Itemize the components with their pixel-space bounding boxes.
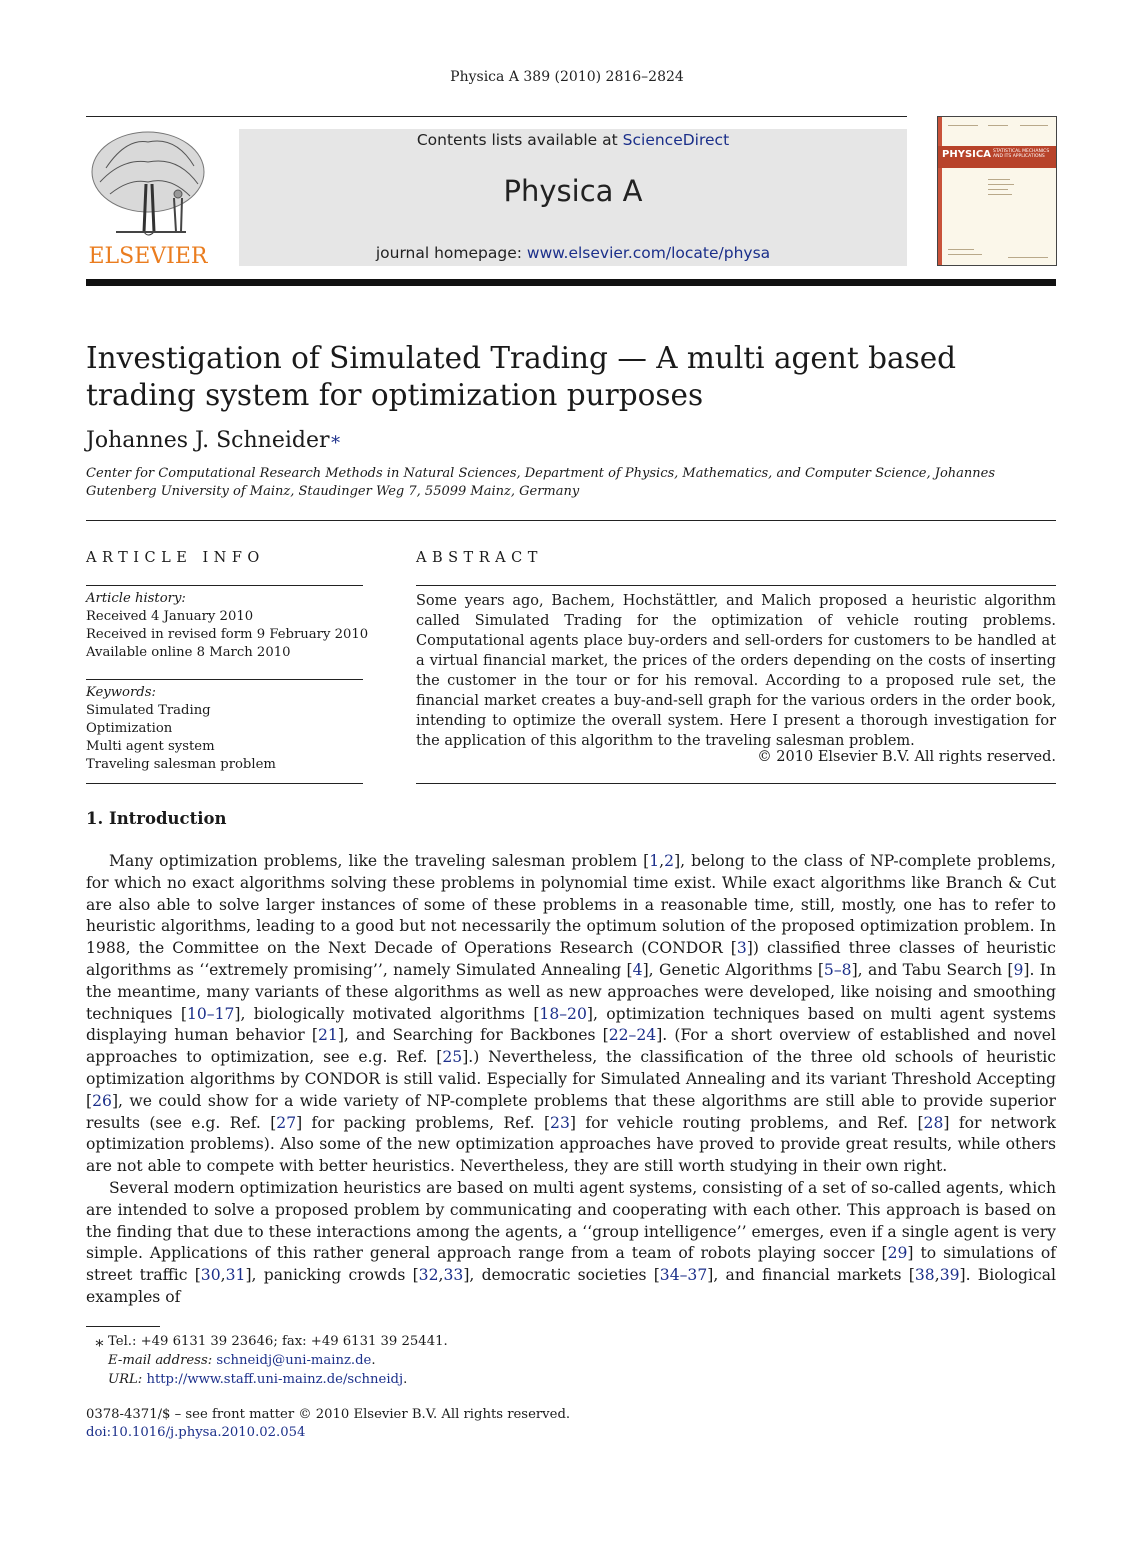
author-line — [86, 428, 342, 453]
homepage-link[interactable]: www.elsevier.com/locate/physa — [526, 244, 771, 262]
section-title-introduction: 1. Introduction — [86, 809, 227, 828]
cover-line — [988, 194, 1012, 195]
citation-link[interactable]: 3 — [736, 939, 747, 958]
abstract-copyright: © 2010 Elsevier B.V. All rights reserved. — [757, 749, 1056, 765]
front-matter — [86, 1406, 570, 1442]
cover-stripe — [938, 117, 942, 265]
article-info-rule — [86, 585, 363, 586]
footnote-email-line: E-mail address: schneidj@uni-mainz.de. — [108, 1353, 376, 1368]
citation-link[interactable]: 34–37 — [659, 1266, 708, 1285]
history-label: Article history: — [86, 591, 186, 606]
citation-link[interactable]: 26 — [92, 1091, 112, 1110]
publisher-logo[interactable] — [86, 128, 210, 268]
keyword: Optimization — [86, 721, 173, 736]
affiliation: Center for Computational Research Methods in Natural Sciences, Department of Physics, Mathematics, and Computer Science, Johannes Gutenberg University of Mainz, Staudinger Weg 7, 55099 Mainz, Germany — [86, 466, 996, 499]
history-received: Received 4 January 2010 — [86, 609, 254, 624]
footnote-url-line: URL: http://www.staff.uni-mainz.de/schneidj. — [108, 1372, 408, 1387]
keywords-rule — [86, 679, 363, 680]
elsevier-wordmark: ELSEVIER — [88, 244, 208, 269]
cover-line — [988, 184, 1014, 185]
citation-link[interactable]: 32 — [418, 1266, 439, 1285]
citation-link[interactable]: 23 — [550, 1113, 570, 1132]
cover-line — [1008, 257, 1048, 258]
citation-link[interactable]: 18–20 — [539, 1004, 587, 1023]
cover-line — [948, 125, 978, 126]
keywords-bottom-rule — [86, 783, 363, 784]
cover-subtitle: STATISTICAL MECHANICS AND ITS APPLICATIONS — [993, 149, 1050, 159]
keywords-label: Keywords: — [86, 685, 156, 700]
journal-homepage — [239, 244, 907, 262]
citation-link[interactable]: 22–24 — [608, 1026, 657, 1045]
keyword: Simulated Trading — [86, 703, 211, 718]
email-label: E-mail address: — [108, 1353, 213, 1368]
citation-link[interactable]: 28 — [923, 1113, 944, 1132]
url-label: URL: — [108, 1372, 143, 1387]
cover-line — [1020, 125, 1048, 126]
sciencedirect-link[interactable]: ScienceDirect — [622, 131, 730, 149]
article-title: Investigation of Simulated Trading — A multi agent based trading system for optimization purposes — [86, 341, 957, 412]
citation-link[interactable]: 5–8 — [823, 960, 852, 979]
contents-line — [239, 131, 907, 149]
journal-name: Physica A — [503, 174, 643, 208]
citation-link[interactable]: 31 — [225, 1266, 246, 1285]
masthead-divider — [86, 279, 1056, 286]
author-footnote — [86, 1332, 448, 1389]
elsevier-tree-icon — [86, 128, 210, 244]
cover-line — [948, 254, 982, 255]
citation-link[interactable]: 9 — [1013, 960, 1024, 979]
header-rule — [86, 116, 907, 117]
cover-line — [988, 125, 1008, 126]
abstract-rule — [416, 585, 1056, 586]
footnote-mark: ∗ — [94, 1333, 105, 1352]
cover-line — [988, 189, 1008, 190]
citation-link[interactable]: 27 — [276, 1113, 297, 1132]
citation-link[interactable]: 29 — [887, 1244, 908, 1263]
keywords-block — [86, 684, 276, 774]
citation-link[interactable]: 2 — [664, 852, 675, 870]
keyword: Traveling salesman problem — [86, 757, 276, 772]
keyword: Multi agent system — [86, 739, 215, 754]
citation-link[interactable]: 25 — [442, 1048, 463, 1067]
email-link[interactable]: schneidj@uni-mainz.de — [216, 1353, 372, 1368]
journal-masthead — [239, 129, 907, 266]
cover-title: PHYSICA — [942, 149, 991, 160]
citation-link[interactable]: 4 — [632, 960, 643, 979]
article-history — [86, 590, 368, 662]
citation-link[interactable]: 10–17 — [186, 1004, 235, 1023]
cover-line — [948, 249, 974, 250]
journal-cover-thumbnail[interactable] — [937, 116, 1057, 266]
running-head: Physica A 389 (2010) 2816–2824 — [450, 69, 684, 85]
footnote-rule — [86, 1326, 160, 1327]
abstract-bottom-rule — [416, 783, 1056, 784]
article-info-heading: ARTICLE INFO — [86, 550, 265, 566]
citation-link[interactable]: 1 — [649, 852, 660, 870]
doi-link[interactable]: doi:10.1016/j.physa.2010.02.054 — [86, 1425, 306, 1440]
citation-link[interactable]: 30 — [200, 1266, 221, 1285]
history-revised: Received in revised form 9 February 2010 — [86, 627, 369, 642]
author-name: Johannes J. Schneider — [86, 428, 330, 453]
citation-link[interactable]: 33 — [443, 1266, 464, 1285]
author-footnote-mark[interactable]: ∗ — [329, 429, 342, 450]
abstract-heading: ABSTRACT — [416, 550, 543, 566]
contents-prefix: Contents lists available at — [416, 131, 623, 149]
intro-paragraph-2: Several modern optimization heuristics are based on multi agent systems, consisting of a set of so-called agents, which are intended to solve a proposed problem by communicating and cooperating with each other. This approach is based on the finding that due to these interactions among the agents, a ‘‘group intelligence’’ emerges, even if a single agent is very simple. Applications of this rather general approach range from a team of robots playing soccer [29] to simulations of street traffic [30,31], panicking crowds [32,33], democratic societies [34–37], and financial markets [38,39]. Biological examples of — [86, 1178, 1057, 1306]
homepage-prefix: journal homepage: — [375, 244, 527, 262]
citation-link[interactable]: 38 — [914, 1266, 935, 1285]
footnote-tel: Tel.: +49 6131 39 23646; fax: +49 6131 39 25441. — [108, 1334, 448, 1349]
cover-line — [988, 179, 1010, 180]
intro-paragraph-1: Many optimization problems, like the traveling salesman problem [1,2], belong to the class of NP-complete problems, for which no exact algorithms solving these problems in polynomial time exist. While exact algorithms like Branch & Cut are also able to solve larger instances of some of these problems in a reasonable time, still, mostly, one has to refer to heuristic algorithms, leading to a good but not necessarily the optimum solution of the proposed optimization problem. In 1988, the Committee on the Next Decade of Operations Research (CONDOR [3]) classified three classes of heuristic algorithms as ‘‘extremely promising’’, namely Simulated Annealing [4], Genetic Algorithms [5–8], and Tabu Search [9]. In the meantime, many variants of these algorithms as well as new approaches were developed, like noising and smoothing techniques [10–17], biologically motivated algorithms [18–20], optimization techniques based on multi agent systems displaying human behavior [21], and Searching for Backbones [22–24]. (For a short overview of established and novel approaches to optimization, see e.g. Ref. [25].) Nevertheless, the classification of the three old schools of heuristic optimization algorithms by CONDOR is still valid. Especially for Simulated Annealing and its variant Threshold Accepting [26], we could show for a wide variety of NP-complete problems that these algorithms are still able to provide superior results (see e.g. Ref. [27] for packing problems, Ref. [23] for vehicle routing problems, and Ref. [28] for network optimization problems). Also some of the new optimization approaches have proved to provide great results, while others are not able to compete with better heuristics. Nevertheless, they are still worth studying in their own right. — [86, 852, 1056, 1176]
history-online: Available online 8 March 2010 — [86, 645, 291, 660]
introduction-body — [86, 851, 1056, 1309]
citation-link[interactable]: 39 — [939, 1266, 960, 1285]
homepage-url-link[interactable]: http://www.staff.uni-mainz.de/schneidj — [146, 1372, 404, 1387]
issn-line: 0378-4371/$ – see front matter © 2010 Elsevier B.V. All rights reserved. — [86, 1407, 571, 1422]
title-divider — [86, 520, 1056, 521]
abstract-text: Some years ago, Bachem, Hochstättler, and Malich proposed a heuristic algorithm called Simulated Trading for the optimization of vehicle routing problems. Computational agents place buy-orders and sell-orders for customers to be handled at a virtual financial market, the prices of the orders depending on the costs of inserting the customer in the tour or for his removal. According to a proposed rule set, the financial market creates a buy-and-sell graph for the various orders in the order book, intending to optimize the overall system. Here I present a thorough investigation for the application of this algorithm to the traveling salesman problem. — [416, 593, 1056, 749]
citation-link[interactable]: 21 — [318, 1026, 338, 1045]
